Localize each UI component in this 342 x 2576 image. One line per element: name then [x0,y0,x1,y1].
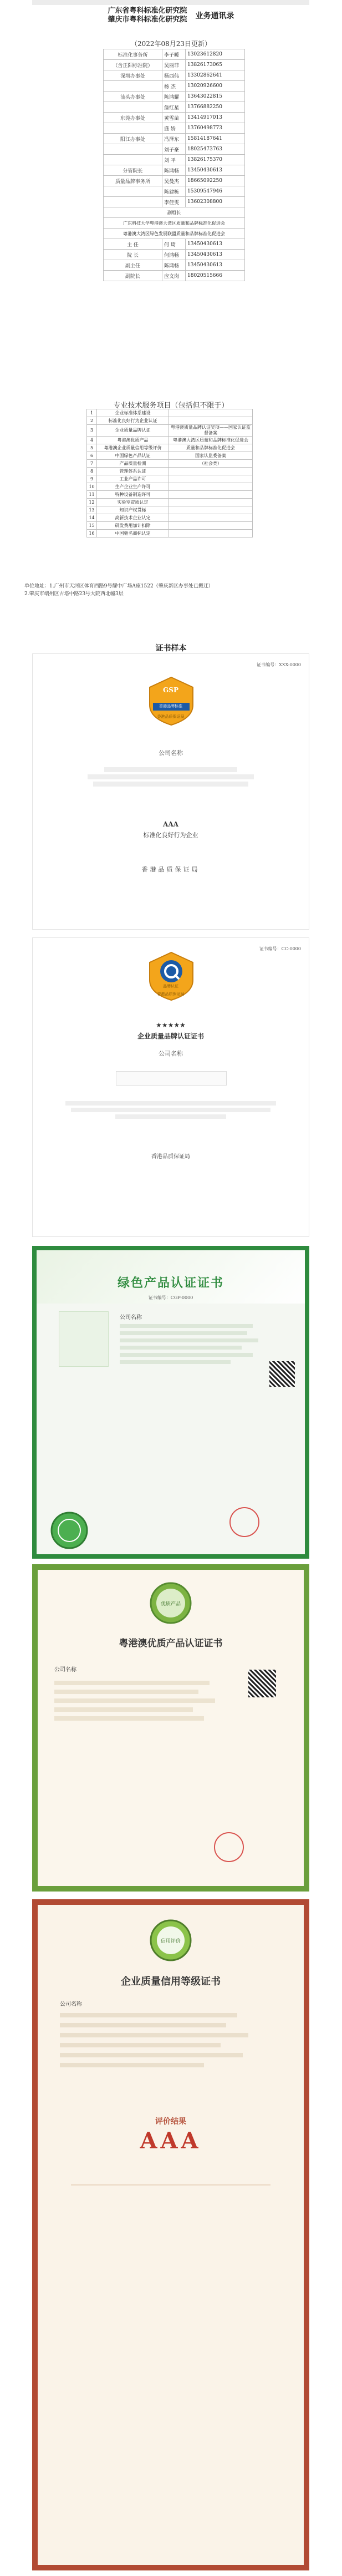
cert-title: 企业质量信用等级证书 [121,1976,221,1987]
contact-dept [104,197,162,207]
contact-phone: 13766882250 [186,102,245,113]
service-item: 粤港澳企业质量信用等级评价 [97,444,169,452]
service-note [169,506,253,514]
service-item: 高新技术企业认定 [97,514,169,522]
service-row [87,460,253,468]
contact-phone: 13450430613 [186,239,245,250]
address-line-2: 2.肇庆市端州区古塔中路23号大院西北幢3层 [24,591,124,597]
product-image [59,1311,109,1367]
contact-name: 刘子豪 [162,144,186,155]
contact-row [104,271,245,281]
official-stamp-icon [204,1830,254,1864]
contact-row [104,207,245,218]
badge-top-text: GSP [163,686,178,694]
contact-name: 刘 平 [162,155,186,165]
contact-name: 冯泽东 [162,134,186,144]
cert-title: 绿色产品认证证书 [117,1276,224,1290]
service-row [87,475,253,483]
cert-title: 企业质量品牌认证证书 [137,1032,204,1040]
badge-text: 信用评价 [160,1939,181,1944]
company-name: 公司名称 [159,1050,183,1057]
contact-phone: 18025473763 [186,144,245,155]
company-name: 公司名称 [54,1667,76,1673]
service-number: 16 [87,530,97,537]
contact-row [104,165,245,176]
service-note: 国家认监委备案 [169,452,253,460]
contact-phone: 18665092250 [186,176,245,186]
service-row [87,425,253,437]
contact-dept: 副主任 [104,260,162,271]
contact-row [104,229,245,239]
issuer-name: 香港品质保证局 [151,1154,190,1160]
qr-code [269,1361,295,1387]
contact-name: 陈鸿畅 [162,260,186,271]
service-number: 13 [87,506,97,514]
service-row [87,452,253,460]
service-row [87,468,253,475]
contact-row [104,176,245,186]
contact-row [104,123,245,134]
contact-row [104,92,245,102]
service-row [87,514,253,522]
service-item: 知识产权贯标 [97,506,169,514]
contact-name: 詹红星 [162,102,186,113]
contact-phone: 13826175370 [186,155,245,165]
service-item: 中国驰名商标认定 [97,530,169,537]
service-note [169,409,253,417]
service-note [169,468,253,475]
contact-dept [104,123,162,134]
contact-row [104,49,245,60]
contact-row [104,60,245,70]
service-item: 研发费用加计扣除 [97,522,169,530]
contact-note: 副组长 [104,207,245,218]
contact-phone: 13643022815 [186,92,245,102]
service-item: 企业标准体系建设 [97,409,169,417]
cert-fields [120,1312,264,1367]
contact-dept: 汕头办事处 [104,92,162,102]
award-title: 标准化良好行为企业 [143,831,198,839]
service-row [87,417,253,425]
service-note [169,530,253,537]
contact-name: 何鸿畅 [162,250,186,260]
contact-phone: 13302862641 [186,70,245,81]
contact-note: 广东科技大学粤港澳大湾区质量和品牌标准化促进会 [104,218,245,229]
service-row [87,483,253,491]
badge-bottom-text: 香港品质保证局 [157,714,185,719]
grade-value: AAA [140,2128,202,2154]
contact-phone: 13414917013 [186,113,245,123]
service-note: 粤港澳质量品牌认证奖项——国家认证监督备案 [169,425,253,437]
cert-fields [60,1999,270,2073]
service-row [87,409,253,417]
contact-dept: 院 长 [104,250,162,260]
contact-name: 盛 娇 [162,123,186,134]
cert-number: 证书编号：XXX-0000 [257,662,301,667]
service-number: 14 [87,514,97,522]
official-stamp-icon [220,1505,269,1539]
contact-phone: 13602308800 [186,197,245,207]
address-line-1: 单位地址：1.广州市天河区体育西路9号耀中广场A座1522（肇庆新区办事处已搬迁） [24,584,213,589]
service-row [87,530,253,537]
contact-dept [104,102,162,113]
contact-phone: 13450430613 [186,260,245,271]
contact-dept [104,81,162,92]
service-number: 1 [87,409,97,417]
contacts-table [103,49,245,281]
contact-dept: 质量品牌事务所 [104,176,162,186]
samples-title: 证书样本 [155,644,187,653]
contact-name: 杨 杰 [162,81,186,92]
update-date: （2022年08月23日更新） [130,40,212,48]
service-number: 2 [87,417,97,425]
grade-label: 评价结果 [155,2117,186,2126]
contact-dept: 东莞办事处 [104,113,162,123]
contact-name: 吴丽菲 [162,60,186,70]
contact-phone: 13020926600 [186,81,245,92]
service-row [87,491,253,499]
service-item: 管理体系认证 [97,468,169,475]
service-number: 10 [87,483,97,491]
service-item: 标准化良好行为企业认证 [97,417,169,425]
service-number: 9 [87,475,97,483]
contact-row [104,239,245,250]
star-rating: ★★★★★ [156,1021,186,1029]
scope-title: 专业技术服务项目（包括但不限于） [113,402,229,410]
service-number: 4 [87,437,97,444]
contact-dept: 副院长 [104,271,162,281]
top-decoration-bar [32,0,309,5]
badge-text: 品牌认证 [163,984,178,988]
service-note [169,491,253,499]
contact-phone: 13826173065 [186,60,245,70]
service-number: 7 [87,460,97,468]
cert-number: 证书编号：CC-0000 [259,946,301,951]
service-row [87,506,253,514]
org-names [108,7,187,24]
contact-row [104,250,245,260]
certificate-standardization [32,653,309,930]
contact-name: 杨西伟 [162,70,186,81]
service-item: 生产企业生产许可 [97,483,169,491]
service-row [87,499,253,506]
company-name: 公司名称 [159,749,183,757]
service-note: 粤港澳大湾区质量和品牌标准化促进会 [169,437,253,444]
green-seal-icon [50,1511,89,1550]
issuer-name: 香港品质保证局 [141,866,200,873]
service-number: 11 [87,491,97,499]
service-item: 工业产品许可 [97,475,169,483]
contact-row [104,134,245,144]
certificate-credit-rating [32,1899,309,2570]
contact-row [104,81,245,92]
service-number: 8 [87,468,97,475]
service-item: 特种设备制造许可 [97,491,169,499]
service-note: 质量和品牌标准化促进会 [169,444,253,452]
contact-name: 黄雪苗 [162,113,186,123]
qr-code [248,1670,276,1697]
service-item: 粤港澳优质产品 [97,437,169,444]
contact-row [104,197,245,207]
contact-row [104,102,245,113]
service-number: 15 [87,522,97,530]
service-row [87,522,253,530]
contact-dept: 深圳办事处 [104,70,162,81]
contact-phone: 15814187641 [186,134,245,144]
service-note [169,417,253,425]
award-grade: AAA [163,820,178,828]
seal-placeholder [116,1071,227,1086]
service-item: 产品质量检测 [97,460,169,468]
service-note [169,499,253,506]
contact-dept [104,155,162,165]
contact-name: 李佳雯 [162,197,186,207]
cert-number: 证书编号：CGP-0000 [148,1295,193,1300]
service-note [169,522,253,530]
contact-row [104,113,245,123]
badge-text: 优质产品 [160,1601,181,1607]
service-number: 6 [87,452,97,460]
service-note [169,483,253,491]
service-item: 企业质量品牌认证 [97,425,169,437]
company-name: 公司名称 [120,1315,142,1321]
contact-name: 陈建栋 [162,186,186,197]
cert-body-text [33,1099,309,1121]
contact-dept: 分管院长 [104,165,162,176]
contact-name: 李子暖 [162,49,186,60]
service-item: 实验室资质认定 [97,499,169,506]
service-item: 中国绿色产品认证 [97,452,169,460]
org-line-2: 肇庆市粤科标准化研究院 [108,16,187,24]
service-note: （社会类） [169,460,253,468]
address-notes [24,582,324,598]
badge-mid-text: 香港品牌标准 [159,704,182,708]
contact-phone: 18020515666 [186,271,245,281]
contact-name: 陈鸿畅 [162,165,186,176]
certificate-green-product [32,1246,309,1559]
services-body [87,409,253,537]
certificate-quality-product [32,1564,309,1892]
contact-phone: 13450430613 [186,165,245,176]
service-note [169,514,253,522]
contact-dept: 主 任 [104,239,162,250]
contact-phone: 13760498773 [186,123,245,134]
service-number: 12 [87,499,97,506]
contact-row [104,218,245,229]
service-row [87,444,253,452]
service-row [87,437,253,444]
service-note [169,475,253,483]
divider [71,2182,270,2188]
contact-note: 粤港澳大湾区绿色发展联盟质量和品牌标准化促进会 [104,229,245,239]
contact-dept: 标准化事务所 [104,49,162,60]
company-name: 公司名称 [60,2001,82,2007]
page-header [0,7,342,24]
badge-issuer-text: 香港品质保证局 [157,992,185,996]
contact-name: 吴曼杰 [162,176,186,186]
contact-row [104,260,245,271]
contact-row [104,70,245,81]
cert-body-text [33,765,309,789]
contact-dept: 阳江办事处 [104,134,162,144]
contact-dept [104,144,162,155]
contact-phone: 13023612820 [186,49,245,60]
contact-row [104,144,245,155]
directory-title: 业务通讯录 [195,12,234,21]
contacts-body [104,49,245,281]
contact-name: 应文岗 [162,271,186,281]
contact-phone: 13450430613 [186,250,245,260]
cert-title: 粤港澳优质产品认证证书 [119,1638,223,1649]
service-number: 5 [87,444,97,452]
contact-name: 何 琦 [162,239,186,250]
contact-row [104,186,245,197]
contact-dept [104,186,162,197]
service-number: 3 [87,425,97,437]
contact-row [104,155,245,165]
org-line-1: 广东省粤科标准化研究院 [108,7,187,15]
contact-dept: （含正阳标准院） [104,60,162,70]
services-table [86,409,253,537]
certificate-brand [32,937,309,1237]
contact-name: 陈鸿耀 [162,92,186,102]
contact-phone: 15309547946 [186,186,245,197]
cert-fields [54,1664,221,1725]
